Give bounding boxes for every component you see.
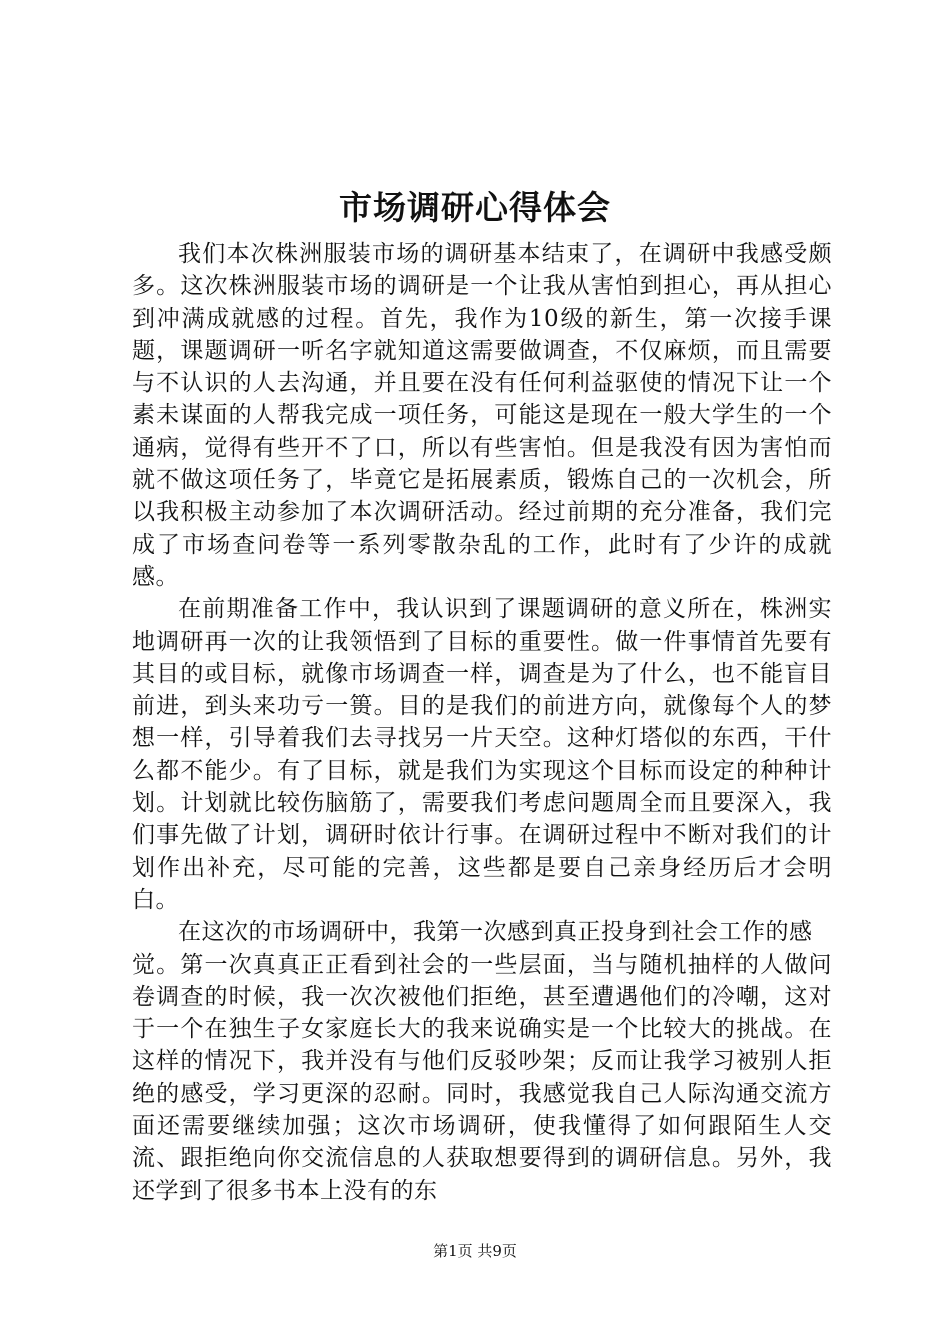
document-title: 市场调研心得体会 <box>339 188 611 227</box>
paragraph: 在前期准备工作中，我认识到了课题调研的意义所在，株洲实地调研再一次的让我领悟到了目标的重要性。做一件事情首先要有其目的或目标，就像市场调查一样，调查是为了什么，也不能盲目前进，到头来功亏一篑。目的是我们的前进方向，就像每个人的梦想一样，引导着我们去寻找另一片天空。这种灯塔似的东西，干什么都不能少。有了目标，就是我们为实现这个目标而设定的种种计划。计划就比较伤脑筋了，需要我们考虑问题周全而且要深入，我们事先做了计划，调研时依计行事。在调研过程中不断对我们的计划作出补充，尽可能的完善，这些都是要自己亲身经历后才会明白。 <box>132 596 832 913</box>
paragraph: 在这次的市场调研中，我第一次感到真正投身到社会工作的感 <box>178 919 813 946</box>
paragraph: 觉。第一次真真正正看到社会的一些层面，当与随机抽样的人做问卷调查的时候，我一次次被他们拒绝，甚至遭遇他们的冷嘲，这对于一个在独生子女家庭长大的我来说确实是一个比较大的挑战。在这样的情况下，我并没有与他们反驳吵架；反而让我学习被别人拒绝的感受，学习更深的忍耐。同时，我感觉我自己人际沟通交流方面还需要继续加强；这次市场调研，使我懂得了如何跟陌生人交流、跟拒绝向你交流信息的人获取想要得到的调研信息。另外，我还学到了很多书本上没有的东 <box>132 951 832 1204</box>
page-number-footer: 第1页 共9页 <box>433 1242 517 1260</box>
document-body <box>132 238 832 1207</box>
paragraph: 我们本次株洲服装市场的调研基本结束了，在调研中我感受颇多。这次株洲服装市场的调研是一个让我从害怕到担心，再从担心到冲满成就感的过程。首先，我作为10级的新生，第一次接手课题，课题调研一听名字就知道这需要做调查，不仅麻烦，而且需要与不认识的人去沟通，并且要在没有任何利益驱使的情况下让一个素未谋面的人帮我完成一项任务，可能这是现在一般大学生的一个通病，觉得有些开不了口，所以有些害怕。但是我没有因为害怕而就不做这项任务了，毕竟它是拓展素质，锻炼自己的一次机会，所以我积极主动参加了本次调研活动。经过前期的充分准备，我们完成了市场查问卷等一系列零散杂乱的工作，此时有了少许的成就感。 <box>132 241 832 590</box>
